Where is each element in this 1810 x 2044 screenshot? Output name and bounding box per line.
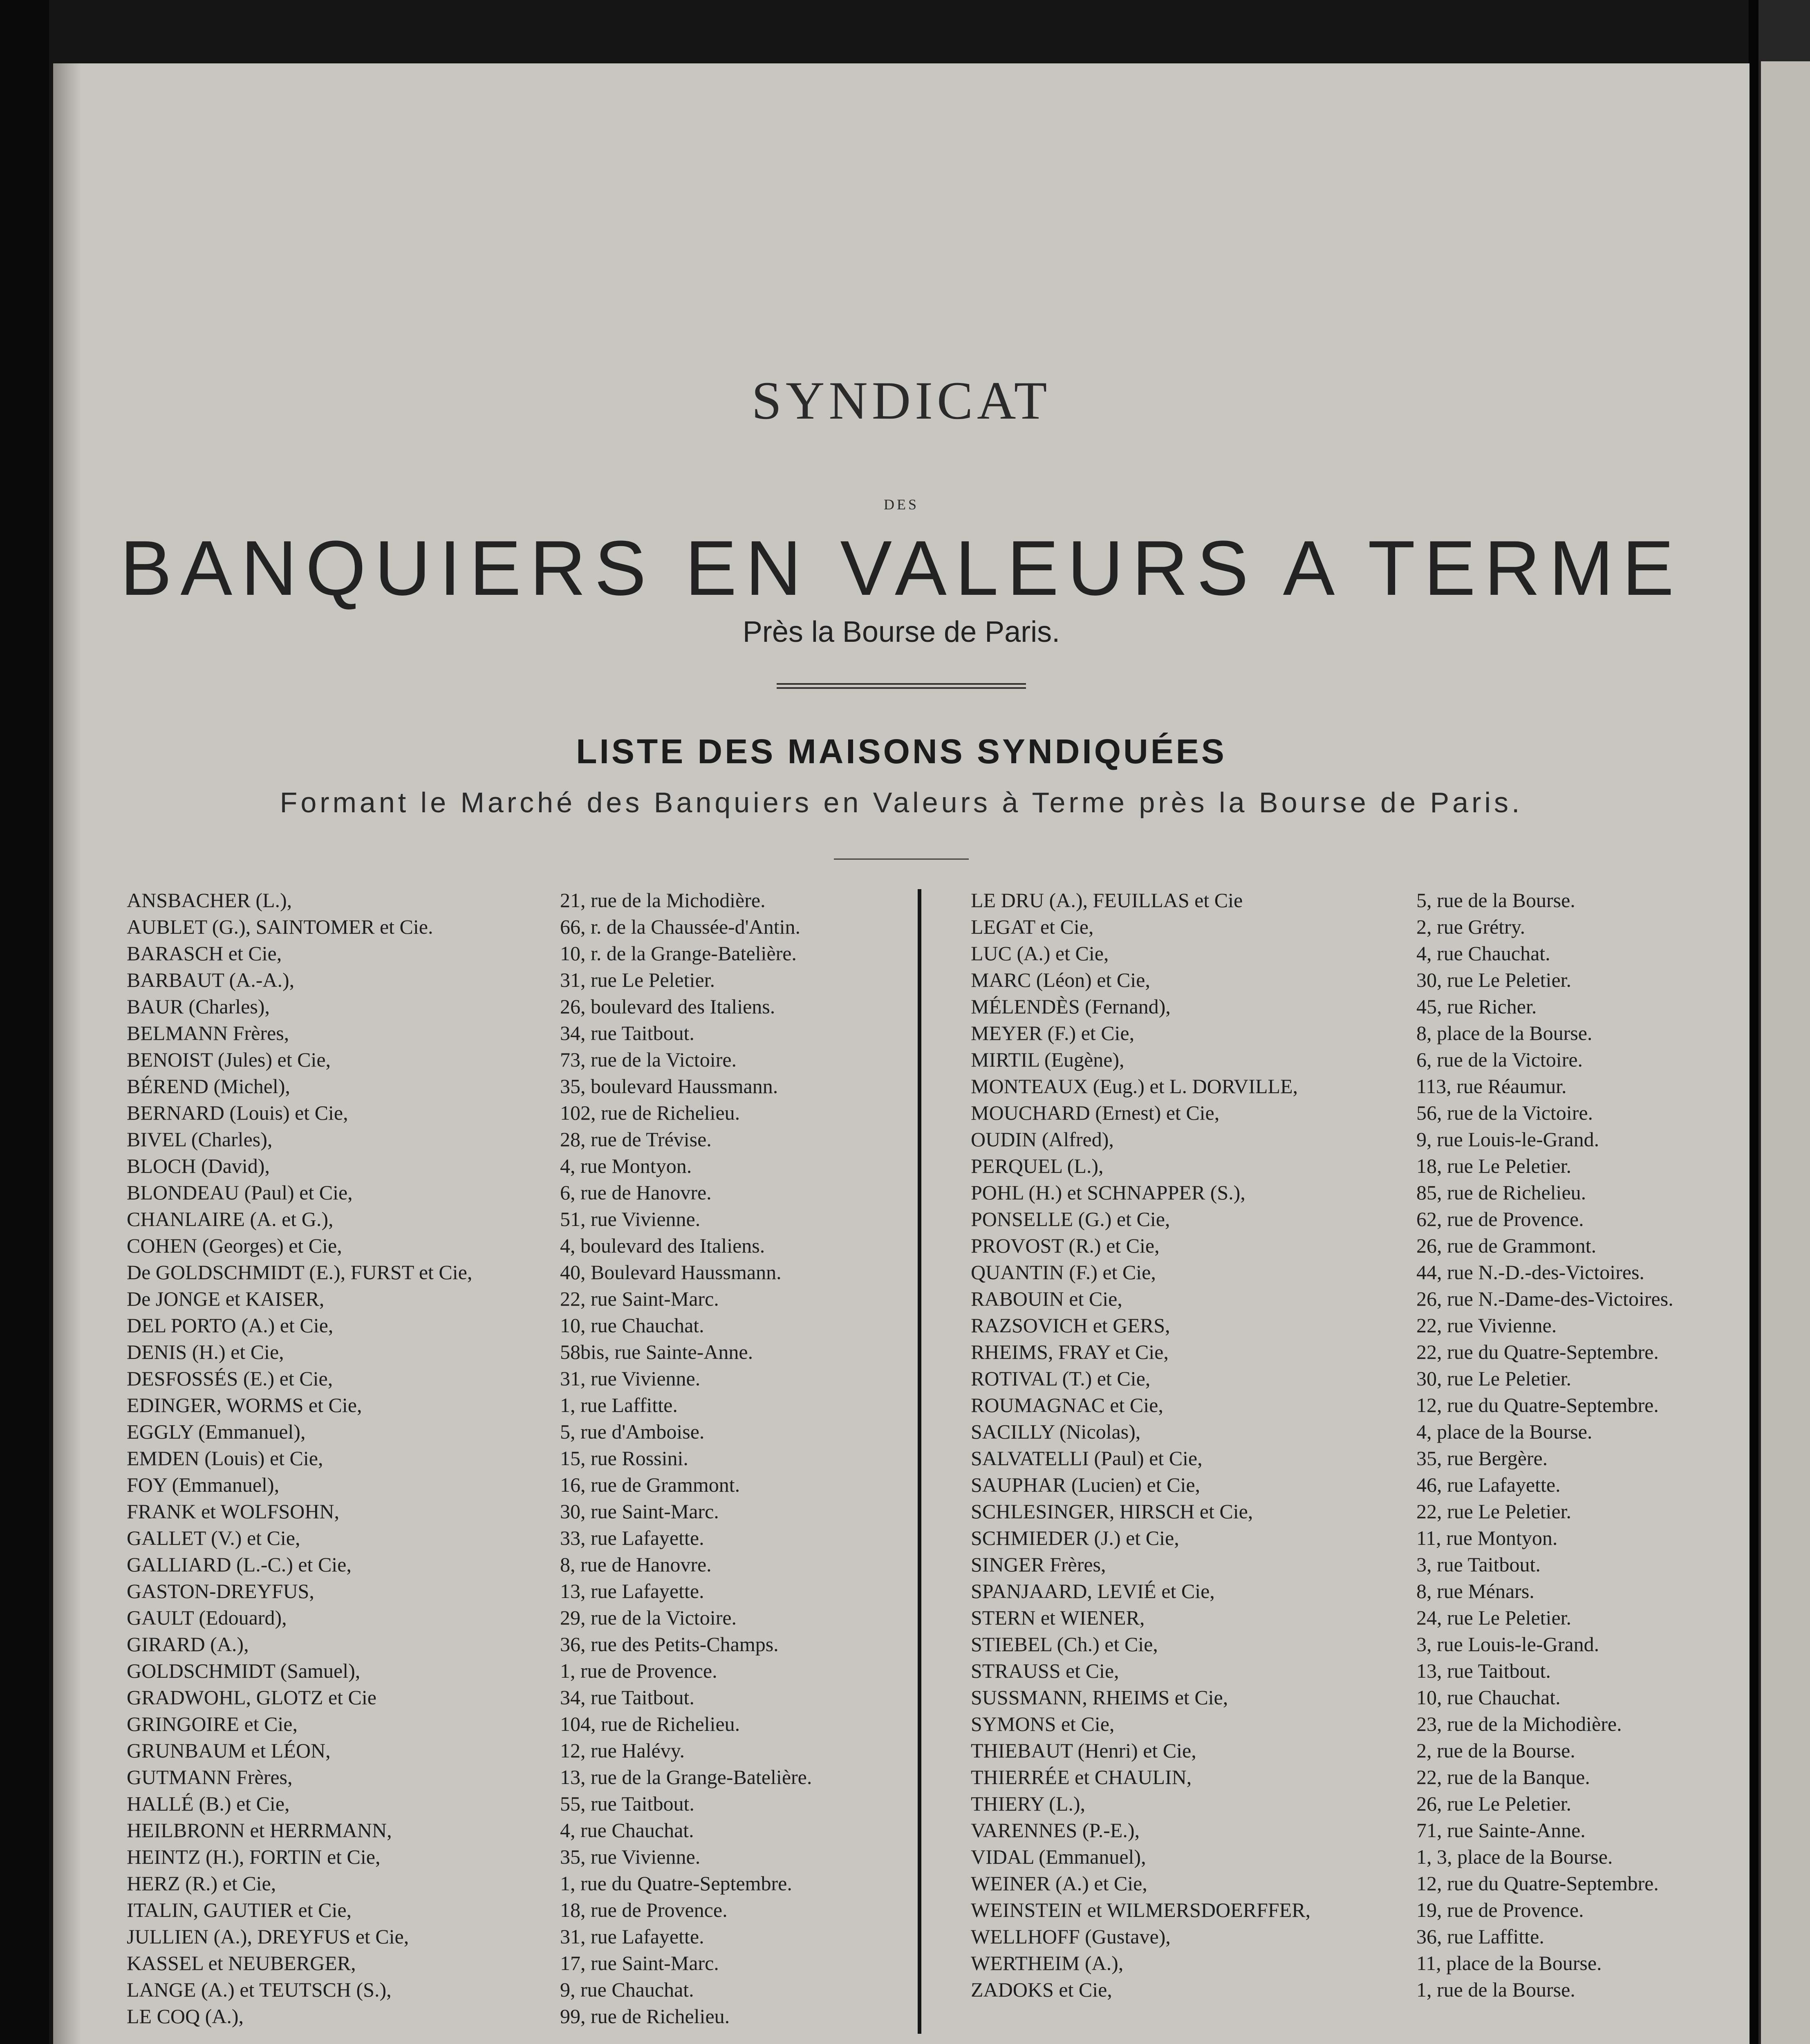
member-name: COHEN (Georges) et Cie, [127, 1234, 342, 1257]
member-row [127, 1498, 903, 1525]
member-name: GAULT (Edouard), [127, 1606, 287, 1629]
member-row [971, 1153, 1743, 1179]
member-name: QUANTIN (F.) et Cie, [971, 1261, 1156, 1284]
member-address: 21, rue de la Michodière. [560, 889, 766, 912]
member-address: 26, rue de Grammont. [1416, 1234, 1597, 1257]
member-row [127, 1605, 903, 1631]
member-row [971, 1658, 1743, 1684]
member-name: DENIS (H.) et Cie, [127, 1340, 284, 1363]
member-address: 33, rue Lafayette. [560, 1526, 704, 1549]
member-row [971, 1578, 1743, 1605]
member-row [127, 1817, 903, 1844]
member-address: 18, rue Le Peletier. [1416, 1154, 1572, 1177]
member-address: 73, rue de la Victoire. [560, 1048, 737, 1071]
member-name: PERQUEL (L.), [971, 1154, 1104, 1177]
member-address: 45, rue Richer. [1416, 995, 1537, 1018]
member-address: 17, rue Saint-Marc. [560, 1952, 719, 1975]
member-name: STRAUSS et Cie, [971, 1659, 1119, 1682]
member-name: VIDAL (Emmanuel), [971, 1845, 1146, 1868]
member-address: 31, rue Lafayette. [560, 1925, 704, 1948]
member-address: 2, rue de la Bourse. [1416, 1739, 1575, 1762]
member-name: GASTON-DREYFUS, [127, 1580, 314, 1602]
member-address: 23, rue de la Michodière. [1416, 1712, 1622, 1735]
member-name: SYMONS et Cie, [971, 1712, 1115, 1735]
member-address: 8, rue de Hanovre. [560, 1553, 712, 1576]
member-row [971, 1525, 1743, 1551]
member-address: 3, rue Taitbout. [1416, 1553, 1541, 1576]
page-binding-shadow [53, 63, 82, 2044]
member-address: 102, rue de Richelieu. [560, 1101, 740, 1124]
title-syndicat: SYNDICAT [751, 370, 1051, 430]
member-name: ROTIVAL (T.) et Cie, [971, 1367, 1151, 1390]
member-row [127, 1419, 903, 1445]
member-row [127, 1339, 903, 1365]
member-name: GOLDSCHMIDT (Samuel), [127, 1659, 361, 1682]
member-name: THIERY (L.), [971, 1792, 1086, 1815]
member-address: 34, rue Taitbout. [560, 1686, 694, 1709]
member-name: HEILBRONN et HERRMANN, [127, 1819, 392, 1842]
member-name: SACILLY (Nicolas), [971, 1420, 1141, 1443]
member-address: 28, rue de Trévise. [560, 1128, 712, 1151]
member-address: 6, rue de la Victoire. [1416, 1048, 1583, 1071]
member-name: SINGER Frères, [971, 1553, 1106, 1576]
member-name: EDINGER, WORMS et Cie, [127, 1394, 362, 1416]
member-address: 18, rue de Provence. [560, 1898, 728, 1921]
member-row [971, 1817, 1743, 1844]
member-name: LE DRU (A.), FEUILLAS et Cie [971, 889, 1243, 912]
member-name: ZADOKS et Cie, [971, 1978, 1112, 2001]
member-row [127, 1684, 903, 1711]
member-row [127, 1578, 903, 1605]
member-address: 36, rue Laffitte. [1416, 1925, 1544, 1948]
member-address: 71, rue Sainte-Anne. [1416, 1819, 1586, 1842]
member-name: RAZSOVICH et GERS, [971, 1314, 1170, 1337]
member-row [971, 967, 1743, 993]
list-subheading: Formant le Marché des Banquiers en Valeurs à Terme près la Bourse de Paris. [280, 787, 1523, 818]
list-heading: LISTE DES MAISONS SYNDIQUÉES [576, 732, 1227, 771]
member-name: SAUPHAR (Lucien) et Cie, [971, 1473, 1201, 1496]
member-row [127, 967, 903, 993]
member-row [127, 1073, 903, 1100]
member-address: 13, rue Lafayette. [560, 1580, 704, 1602]
member-row [971, 887, 1743, 914]
member-name: MÉLENDÈS (Fernand), [971, 995, 1171, 1018]
member-row [127, 1100, 903, 1126]
member-name: BÉREND (Michel), [127, 1075, 290, 1098]
member-row [127, 1631, 903, 1658]
page-subtitle: Près la Bourse de Paris. [742, 616, 1060, 648]
member-name: PROVOST (R.) et Cie, [971, 1234, 1160, 1257]
member-name: FRANK et WOLFSOHN, [127, 1500, 339, 1523]
member-name: THIERRÉE et CHAULIN, [971, 1766, 1192, 1788]
member-address: 4, rue Chauchat. [560, 1819, 694, 1842]
member-row [127, 887, 903, 914]
member-address: 26, boulevard des Italiens. [560, 995, 775, 1018]
member-list-left [127, 887, 903, 2030]
member-row [127, 1791, 903, 1817]
member-row [971, 1126, 1743, 1153]
member-name: GRUNBAUM et LÉON, [127, 1739, 331, 1762]
member-row [127, 993, 903, 1020]
adjacent-page-strip [1749, 0, 1810, 2044]
member-row [971, 1950, 1743, 1977]
member-row [971, 1897, 1743, 1923]
member-address: 4, boulevard des Italiens. [560, 1234, 765, 1257]
member-name: HEINTZ (H.), FORTIN et Cie, [127, 1845, 381, 1868]
member-row [971, 1259, 1743, 1286]
member-name: GRINGOIRE et Cie, [127, 1712, 298, 1735]
member-row [127, 1020, 903, 1047]
member-name: GIRARD (A.), [127, 1633, 249, 1656]
member-address: 40, Boulevard Haussmann. [560, 1261, 782, 1284]
member-name: AUBLET (G.), SAINTOMER et Cie. [127, 915, 433, 938]
member-address: 22, rue de la Banque. [1416, 1766, 1590, 1788]
member-row [127, 1737, 903, 1764]
member-name: BERNARD (Louis) et Cie, [127, 1101, 348, 1124]
member-name: WEINER (A.) et Cie, [971, 1872, 1147, 1895]
member-address: 1, rue du Quatre-Septembre. [560, 1872, 792, 1895]
member-row [971, 1365, 1743, 1392]
member-address: 30, rue Le Peletier. [1416, 1367, 1572, 1390]
member-name: ANSBACHER (L.), [127, 889, 292, 912]
member-address: 12, rue du Quatre-Septembre. [1416, 1394, 1659, 1416]
member-name: GALLIARD (L.-C.) et Cie, [127, 1553, 352, 1576]
member-name: MARC (Léon) et Cie, [971, 968, 1150, 991]
member-name: ROUMAGNAC et Cie, [971, 1394, 1163, 1416]
member-name: GRADWOHL, GLOTZ et Cie [127, 1686, 376, 1709]
member-address: 16, rue de Grammont. [560, 1473, 740, 1496]
member-row [127, 1126, 903, 1153]
member-name: MOUCHARD (Ernest) et Cie, [971, 1101, 1220, 1124]
member-address: 8, place de la Bourse. [1416, 1022, 1593, 1044]
member-row [971, 1286, 1743, 1312]
member-name: LEGAT et Cie, [971, 915, 1094, 938]
member-address: 13, rue Taitbout. [1416, 1659, 1551, 1682]
member-row [127, 1047, 903, 1073]
member-row [127, 1844, 903, 1870]
member-address: 113, rue Réaumur. [1416, 1075, 1567, 1098]
member-address: 56, rue de la Victoire. [1416, 1101, 1593, 1124]
member-row [971, 1179, 1743, 1206]
member-name: WEINSTEIN et WILMERSDOERFFER, [971, 1898, 1310, 1921]
member-row [127, 1711, 903, 1737]
member-address: 58bis, rue Sainte-Anne. [560, 1340, 753, 1363]
member-row [127, 1525, 903, 1551]
member-row [127, 1897, 903, 1923]
member-row [127, 1658, 903, 1684]
member-address: 31, rue Le Peletier. [560, 968, 715, 991]
member-address: 66, r. de la Chaussée-d'Antin. [560, 915, 801, 938]
member-row [971, 1631, 1743, 1658]
member-name: SUSSMANN, RHEIMS et Cie, [971, 1686, 1228, 1709]
member-address: 9, rue Louis-le-Grand. [1416, 1128, 1599, 1151]
member-name: POHL (H.) et SCHNAPPER (S.), [971, 1181, 1245, 1204]
member-name: HERZ (R.) et Cie, [127, 1872, 276, 1895]
page-title: BANQUIERS EN VALEURS A TERME [120, 525, 1683, 612]
member-name: DESFOSSÉS (E.) et Cie, [127, 1367, 333, 1390]
member-row [127, 1286, 903, 1312]
member-row [971, 1764, 1743, 1791]
member-name: WELLHOFF (Gustave), [971, 1925, 1171, 1948]
member-address: 85, rue de Richelieu. [1416, 1181, 1586, 1204]
member-name: OUDIN (Alfred), [971, 1128, 1114, 1151]
member-name: SCHMIEDER (J.) et Cie, [971, 1526, 1179, 1549]
member-name: WERTHEIM (A.), [971, 1952, 1124, 1975]
member-name: BIVEL (Charles), [127, 1128, 273, 1151]
member-address: 9, rue Chauchat. [560, 1978, 694, 2001]
member-row [971, 1233, 1743, 1259]
member-address: 1, rue de Provence. [560, 1659, 717, 1682]
member-row [971, 1977, 1743, 2003]
member-address: 22, rue Vivienne. [1416, 1314, 1557, 1337]
member-row [971, 1472, 1743, 1498]
member-row [971, 1711, 1743, 1737]
member-row [971, 1445, 1743, 1472]
member-address: 10, rue Chauchat. [560, 1314, 704, 1337]
member-row [127, 1551, 903, 1578]
member-row [127, 1365, 903, 1392]
member-name: STERN et WIENER, [971, 1606, 1145, 1629]
member-name: De GOLDSCHMIDT (E.), FURST et Cie, [127, 1261, 473, 1284]
member-row [971, 1870, 1743, 1897]
member-address: 22, rue Saint-Marc. [560, 1287, 719, 1310]
member-address: 30, rue Saint-Marc. [560, 1500, 719, 1523]
member-address: 5, rue de la Bourse. [1416, 889, 1575, 912]
member-address: 22, rue Le Peletier. [1416, 1500, 1572, 1523]
member-row [971, 1419, 1743, 1445]
member-address: 30, rue Le Peletier. [1416, 968, 1572, 991]
member-name: ITALIN, GAUTIER et Cie, [127, 1898, 352, 1921]
member-name: KASSEL et NEUBERGER, [127, 1952, 356, 1975]
member-address: 35, boulevard Haussmann. [560, 1075, 778, 1098]
member-name: BLONDEAU (Paul) et Cie, [127, 1181, 353, 1204]
member-row [971, 1844, 1743, 1870]
member-address: 4, rue Montyon. [560, 1154, 692, 1177]
member-list-right [971, 887, 1743, 2003]
member-row [127, 1153, 903, 1179]
member-name: FOY (Emmanuel), [127, 1473, 280, 1496]
member-row [127, 1472, 903, 1498]
member-address: 10, rue Chauchat. [1416, 1686, 1561, 1709]
member-row [127, 1392, 903, 1419]
double-rule-divider [777, 683, 1026, 689]
member-row [127, 1764, 903, 1791]
member-address: 24, rue Le Peletier. [1416, 1606, 1572, 1629]
member-name: LANGE (A.) et TEUTSCH (S.), [127, 1978, 392, 2001]
member-row [127, 1179, 903, 1206]
member-address: 12, rue Halévy. [560, 1739, 685, 1762]
title-des: DES [883, 496, 919, 513]
member-address: 22, rue du Quatre-Septembre. [1416, 1340, 1659, 1363]
scan-left-edge [0, 0, 49, 2044]
member-address: 12, rue du Quatre-Septembre. [1416, 1872, 1659, 1895]
member-row [971, 914, 1743, 940]
member-row [971, 1020, 1743, 1047]
member-name: JULLIEN (A.), DREYFUS et Cie, [127, 1925, 409, 1948]
member-address: 1, 3, place de la Bourse. [1416, 1845, 1613, 1868]
member-address: 19, rue de Provence. [1416, 1898, 1584, 1921]
member-name: BENOIST (Jules) et Cie, [127, 1048, 331, 1071]
member-row [127, 1923, 903, 1950]
member-name: BAUR (Charles), [127, 995, 270, 1018]
member-name: MIRTIL (Eugène), [971, 1048, 1125, 1071]
member-address: 8, rue Ménars. [1416, 1580, 1534, 1602]
member-row [127, 1259, 903, 1286]
member-address: 29, rue de la Victoire. [560, 1606, 737, 1629]
member-name: RABOUIN et Cie, [971, 1287, 1122, 1310]
member-address: 4, rue Chauchat. [1416, 942, 1550, 965]
member-name: BLOCH (David), [127, 1154, 270, 1177]
member-address: 51, rue Vivienne. [560, 1208, 701, 1230]
member-name: MONTEAUX (Eug.) et L. DORVILLE, [971, 1075, 1298, 1098]
member-name: LE COQ (A.), [127, 2005, 244, 2028]
member-address: 5, rue d'Amboise. [560, 1420, 705, 1443]
member-address: 4, place de la Bourse. [1416, 1420, 1593, 1443]
member-address: 10, r. de la Grange-Batelière. [560, 942, 797, 965]
member-row [971, 1339, 1743, 1365]
member-row [127, 1977, 903, 2003]
member-row [971, 1791, 1743, 1817]
member-row [127, 1950, 903, 1977]
member-name: BELMANN Frères, [127, 1022, 289, 1044]
member-row [971, 1684, 1743, 1711]
member-row [971, 993, 1743, 1020]
member-address: 11, rue Montyon. [1416, 1526, 1558, 1549]
member-row [971, 1498, 1743, 1525]
member-name: VARENNES (P.-E.), [971, 1819, 1140, 1842]
member-name: GALLET (V.) et Cie, [127, 1526, 300, 1549]
member-name: STIEBEL (Ch.) et Cie, [971, 1633, 1158, 1656]
member-name: SPANJAARD, LEVIÉ et Cie, [971, 1580, 1215, 1602]
member-address: 6, rue de Hanovre. [560, 1181, 712, 1204]
member-name: THIEBAUT (Henri) et Cie, [971, 1739, 1196, 1762]
member-address: 62, rue de Provence. [1416, 1208, 1584, 1230]
member-name: CHANLAIRE (A. et G.), [127, 1208, 334, 1230]
member-row [127, 914, 903, 940]
member-row [127, 1233, 903, 1259]
member-name: De JONGE et KAISER, [127, 1287, 325, 1310]
member-name: MEYER (F.) et Cie, [971, 1022, 1135, 1044]
member-row [971, 1551, 1743, 1578]
member-address: 104, rue de Richelieu. [560, 1712, 740, 1735]
member-row [971, 940, 1743, 967]
member-row [971, 1073, 1743, 1100]
member-address: 2, rue Grétry. [1416, 915, 1526, 938]
member-name: GUTMANN Frères, [127, 1766, 293, 1788]
member-row [971, 1605, 1743, 1631]
member-address: 46, rue Lafayette. [1416, 1473, 1561, 1496]
member-address: 55, rue Taitbout. [560, 1792, 694, 1815]
document-page [53, 63, 1750, 2044]
column-divider [918, 889, 921, 2034]
member-address: 26, rue Le Peletier. [1416, 1792, 1572, 1815]
member-address: 44, rue N.-D.-des-Victoires. [1416, 1261, 1644, 1284]
member-address: 26, rue N.-Dame-des-Victoires. [1416, 1287, 1673, 1310]
member-row [127, 940, 903, 967]
member-name: PONSELLE (G.) et Cie, [971, 1208, 1170, 1230]
member-row [127, 2003, 903, 2030]
member-address: 3, rue Louis-le-Grand. [1416, 1633, 1599, 1656]
member-address: 35, rue Bergère. [1416, 1447, 1548, 1470]
member-row [971, 1392, 1743, 1419]
member-name: LUC (A.) et Cie, [971, 942, 1109, 965]
member-name: SCHLESINGER, HIRSCH et Cie, [971, 1500, 1253, 1523]
member-row [971, 1312, 1743, 1339]
member-name: RHEIMS, FRAY et Cie, [971, 1340, 1169, 1363]
member-address: 1, rue Laffitte. [560, 1394, 678, 1416]
member-address: 1, rue de la Bourse. [1416, 1978, 1575, 2001]
member-name: SALVATELLI (Paul) et Cie, [971, 1447, 1203, 1470]
member-name: BARBAUT (A.-A.), [127, 968, 295, 991]
member-address: 35, rue Vivienne. [560, 1845, 701, 1868]
member-row [971, 1737, 1743, 1764]
member-address: 99, rue de Richelieu. [560, 2005, 730, 2028]
member-row [127, 1870, 903, 1897]
member-row [971, 1923, 1743, 1950]
member-address: 34, rue Taitbout. [560, 1022, 694, 1044]
member-name: HALLÉ (B.) et Cie, [127, 1792, 290, 1815]
member-name: EGGLY (Emmanuel), [127, 1420, 306, 1443]
member-row [971, 1206, 1743, 1233]
member-row [971, 1100, 1743, 1126]
member-row [127, 1206, 903, 1233]
member-name: BARASCH et Cie, [127, 942, 282, 965]
member-row [127, 1445, 903, 1472]
member-address: 36, rue des Petits-Champs. [560, 1633, 779, 1656]
short-rule-divider [834, 858, 969, 860]
member-address: 15, rue Rossini. [560, 1447, 688, 1470]
member-address: 11, place de la Bourse. [1416, 1952, 1602, 1975]
member-address: 31, rue Vivienne. [560, 1367, 701, 1390]
member-name: DEL PORTO (A.) et Cie, [127, 1314, 334, 1337]
member-address: 13, rue de la Grange-Batelière. [560, 1766, 812, 1788]
member-row [127, 1312, 903, 1339]
member-name: EMDEN (Louis) et Cie, [127, 1447, 323, 1470]
member-row [971, 1047, 1743, 1073]
